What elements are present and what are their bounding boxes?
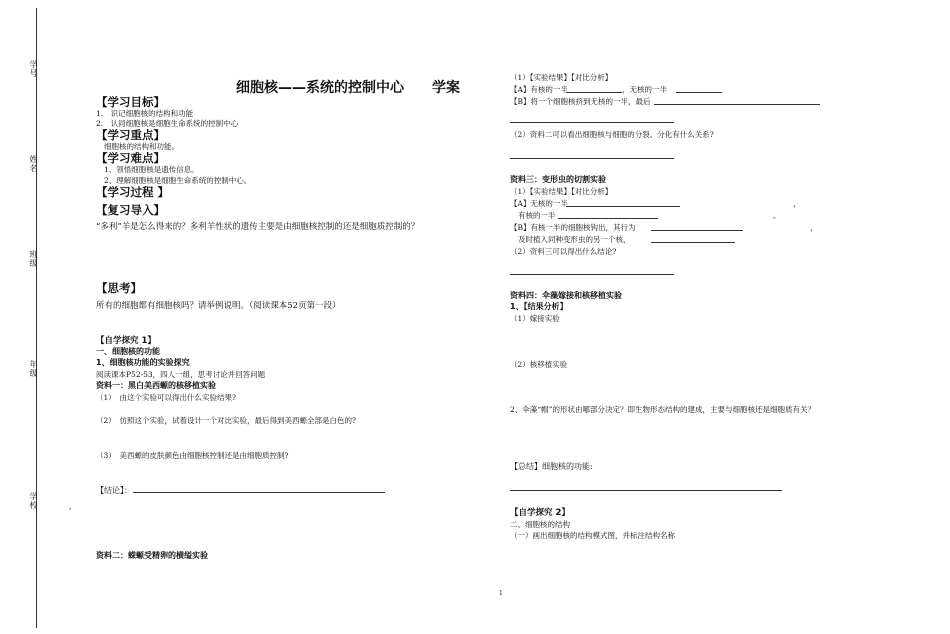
material-1-question-2: （2） 仿照这个实验，试着设计一个对比实验，最后得到美西螈全部是白色的? <box>96 416 357 425</box>
process-heading: 【学习过程 】 <box>96 185 170 199</box>
material-3-B-2: 及时植入同种变形虫的另一个核， <box>518 235 631 244</box>
explore2-heading: 【自学探究 2】 <box>510 508 570 518</box>
material-3-B-1: 【B】有核一半的细胞核钩出，其行为 <box>510 223 636 232</box>
punct: ， <box>793 199 801 208</box>
section-structure: 二、细胞核的结构 <box>510 520 570 529</box>
material-3-question-2: （2）资料三可以得出什么结论? <box>510 247 617 256</box>
result-A-label-1: 【A】有核的一半 <box>510 85 568 94</box>
result-B-label: 【B】将一个细胞核挤到无核的一半，最后 <box>510 97 651 106</box>
material-3-title: 资料三：变形虫的切割实验 <box>510 175 606 184</box>
material-1-question-1: （1） 由这个实验可以得出什么实验结果? <box>96 393 237 402</box>
margin-label-school: 学校 <box>29 492 38 510</box>
think-question: 所有的细胞都有细胞核吗？请举例说明。（阅读课本52页第一段） <box>96 301 341 311</box>
think-heading: 【思考】 <box>96 281 142 295</box>
page-title: 细胞核——系统的控制中心 <box>236 80 404 96</box>
blank-m3-implant <box>651 242 735 243</box>
answer-line <box>510 122 674 123</box>
conclusion-label: 【结论】： <box>96 486 132 495</box>
material-2-question-2: （2）资料二可以看出细胞核与细胞的分裂、分化有什么关系? <box>510 130 714 139</box>
conclusion-blank <box>133 492 385 493</box>
goal-item: 1. 识记细胞核的结构和功能 <box>96 109 194 118</box>
blank-m3-anucleate <box>566 206 680 207</box>
answer-line <box>510 274 674 275</box>
explore1-heading: 【自学探究 1】 <box>96 336 156 346</box>
material-4-title: 资料四：伞藻嫁接和核移植实验 <box>510 291 622 300</box>
review-heading: 【复习导入】 <box>96 203 165 217</box>
structure-drawing-task: （一）画出细胞核的结构模式图，并标注结构名称 <box>510 531 675 540</box>
summary-function: 【总结】细胞核的功能: <box>510 462 593 471</box>
material-4-question-2: 2、伞藻“帽”的形状由哪部分决定？即生物形态结构的建成，主要与细胞核还是细胞质有关？ <box>510 405 815 414</box>
goals-heading: 【学习目标】 <box>96 95 165 109</box>
margin-label-student-id: 学号 <box>29 60 38 78</box>
difficulty-item: 2、理解细胞核是细胞生命系统的控制中心。 <box>104 176 252 185</box>
grafting-experiment: （1）嫁接实验 <box>510 314 560 323</box>
goal-item: 2. 认同细胞核是细胞生命系统的控制中心 <box>96 119 239 128</box>
blank-A-anucleate <box>676 92 722 93</box>
section-function: 一、细胞核的功能 <box>96 347 160 356</box>
material-4-result-analysis: 1、【结果分析】 <box>510 302 568 311</box>
review-question: “多利”羊是怎么得来的？多利羊性状的遗传主要是由细胞核控制的还是细胞质控制的？ <box>96 222 420 232</box>
nuclear-transplant-experiment: （2）核移植实验 <box>510 360 568 369</box>
answer-line <box>510 158 674 159</box>
result-A-label-2: ，无核的一半 <box>622 85 667 94</box>
material-2-title: 资料二：蝾螈受精卵的横缢实验 <box>96 551 208 560</box>
blank-B-result <box>654 104 820 105</box>
difficulty-heading: 【学习难点】 <box>96 151 165 165</box>
doc-type: 学案 <box>432 80 460 96</box>
page-number: 1 <box>499 590 503 597</box>
binding-line <box>36 8 37 628</box>
punct: 。 <box>773 211 781 220</box>
stray-mark: , <box>69 502 72 511</box>
blank-A-nucleated <box>566 92 622 93</box>
material-3-result-comparison: （1）【实验结果】【对比分析】 <box>510 187 613 196</box>
section-function-experiment: 1、细胞核功能的实验探究 <box>96 358 190 367</box>
margin-label-grade: 年级 <box>29 360 38 378</box>
material-1-question-3: （3） 美西螈的皮肤颜色由细胞核控制还是由细胞质控制? <box>96 451 289 460</box>
result-comparison-1: （1）【实验结果】【对比分析】 <box>510 73 613 82</box>
reading-instruction: 阅读课本P52-53，四人一组，思考讨论并回答问题 <box>96 370 266 379</box>
blank-m3-behavior <box>651 230 743 231</box>
blank-m3-nucleated <box>558 218 658 219</box>
answer-line <box>510 490 782 491</box>
material-3-A-nucleated: 有核的一半 <box>518 211 556 220</box>
key-point: 细胞核的结构和功能。 <box>104 142 179 151</box>
margin-label-name: 姓名 <box>29 155 38 173</box>
material-1-title: 资料一：黑白美西螈的核移植实验 <box>96 381 216 390</box>
punct: ， <box>810 223 818 232</box>
margin-label-class: 班级 <box>29 250 38 268</box>
material-3-A-anucleate: 【A】无核的一半 <box>510 199 568 208</box>
key-heading: 【学习重点】 <box>96 128 165 142</box>
difficulty-item: 1、领悟细胞核是遗传信息。 <box>104 165 199 174</box>
